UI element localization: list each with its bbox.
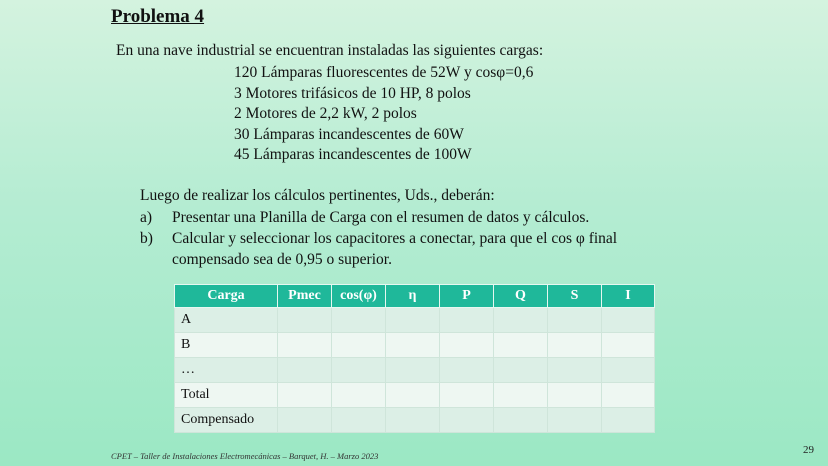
task-marker: a)	[140, 209, 153, 226]
table-cell	[332, 383, 386, 408]
table-cell	[548, 383, 602, 408]
table-cell	[332, 308, 386, 333]
column-header: I	[602, 285, 655, 308]
table-cell	[440, 308, 494, 333]
page-number: 29	[803, 444, 814, 456]
table-header-row	[175, 285, 655, 308]
column-header: Pmec	[278, 285, 332, 308]
table-cell	[494, 408, 548, 433]
table-cell	[548, 333, 602, 358]
table-cell	[386, 408, 440, 433]
table-cell	[332, 408, 386, 433]
column-header: P	[440, 285, 494, 308]
load-table	[174, 284, 655, 433]
list-item: 45 Lámparas incandescentes de 100W	[234, 146, 472, 163]
column-header: η	[386, 285, 440, 308]
table-cell	[278, 358, 332, 383]
task-marker: b)	[140, 230, 153, 247]
table-cell	[386, 308, 440, 333]
row-label: Compensado	[175, 408, 278, 433]
intro-text: En una nave industrial se encuentran instaladas las siguientes cargas:	[116, 42, 544, 59]
table-cell	[494, 308, 548, 333]
table-cell	[332, 358, 386, 383]
row-label: B	[175, 333, 278, 358]
list-item: 30 Lámparas incandescentes de 60W	[234, 125, 464, 143]
row-label: Total	[175, 383, 278, 408]
table-cell	[386, 333, 440, 358]
table-cell	[602, 408, 655, 433]
column-header: S	[548, 285, 602, 308]
table-cell	[278, 308, 332, 333]
footer-text: CPET – Taller de Instalaciones Electromecánicas – Barquet, H. – Marzo 2023	[111, 451, 379, 461]
table-row	[175, 333, 655, 358]
table-cell	[548, 358, 602, 383]
loads-list	[234, 63, 533, 166]
table-cell	[440, 333, 494, 358]
task-text-continued: compensado sea de 0,95 o superior.	[172, 250, 392, 268]
table-cell	[278, 333, 332, 358]
table-row	[175, 308, 655, 333]
task-text: Calcular y seleccionar los capacitores a conectar, para que el cos φ final	[172, 230, 618, 247]
table-row	[175, 358, 655, 383]
table-cell	[278, 383, 332, 408]
column-header: Q	[494, 285, 548, 308]
table-cell	[494, 358, 548, 383]
table-cell	[602, 383, 655, 408]
table-cell	[494, 383, 548, 408]
list-item: 120 Lámparas fluorescentes de 52W y cosφ=0,6	[234, 64, 534, 81]
task-lead-text: Luego de realizar los cálculos pertinentes, Uds., deberán:	[140, 187, 495, 204]
column-header: Carga	[175, 285, 278, 308]
table-cell	[602, 308, 655, 333]
table-cell	[602, 333, 655, 358]
list-item: 2 Motores de 2,2 kW, 2 polos	[234, 105, 417, 122]
table-cell	[548, 408, 602, 433]
table-cell	[548, 308, 602, 333]
table-cell	[278, 408, 332, 433]
table-cell	[602, 358, 655, 383]
table-cell	[332, 333, 386, 358]
table-cell	[440, 358, 494, 383]
row-label: A	[175, 308, 278, 333]
row-label: …	[175, 358, 278, 383]
table-cell	[494, 333, 548, 358]
column-header: cos(φ)	[332, 285, 386, 308]
table-cell	[440, 383, 494, 408]
list-item: 3 Motores trifásicos de 10 HP, 8 polos	[234, 84, 471, 102]
task-text: Presentar una Planilla de Carga con el resumen de datos y cálculos.	[172, 209, 590, 226]
table-row	[175, 408, 655, 433]
table-cell	[386, 383, 440, 408]
table-cell	[440, 408, 494, 433]
table-cell	[386, 358, 440, 383]
page-title: Problema 4	[111, 6, 205, 27]
table-row	[175, 383, 655, 408]
